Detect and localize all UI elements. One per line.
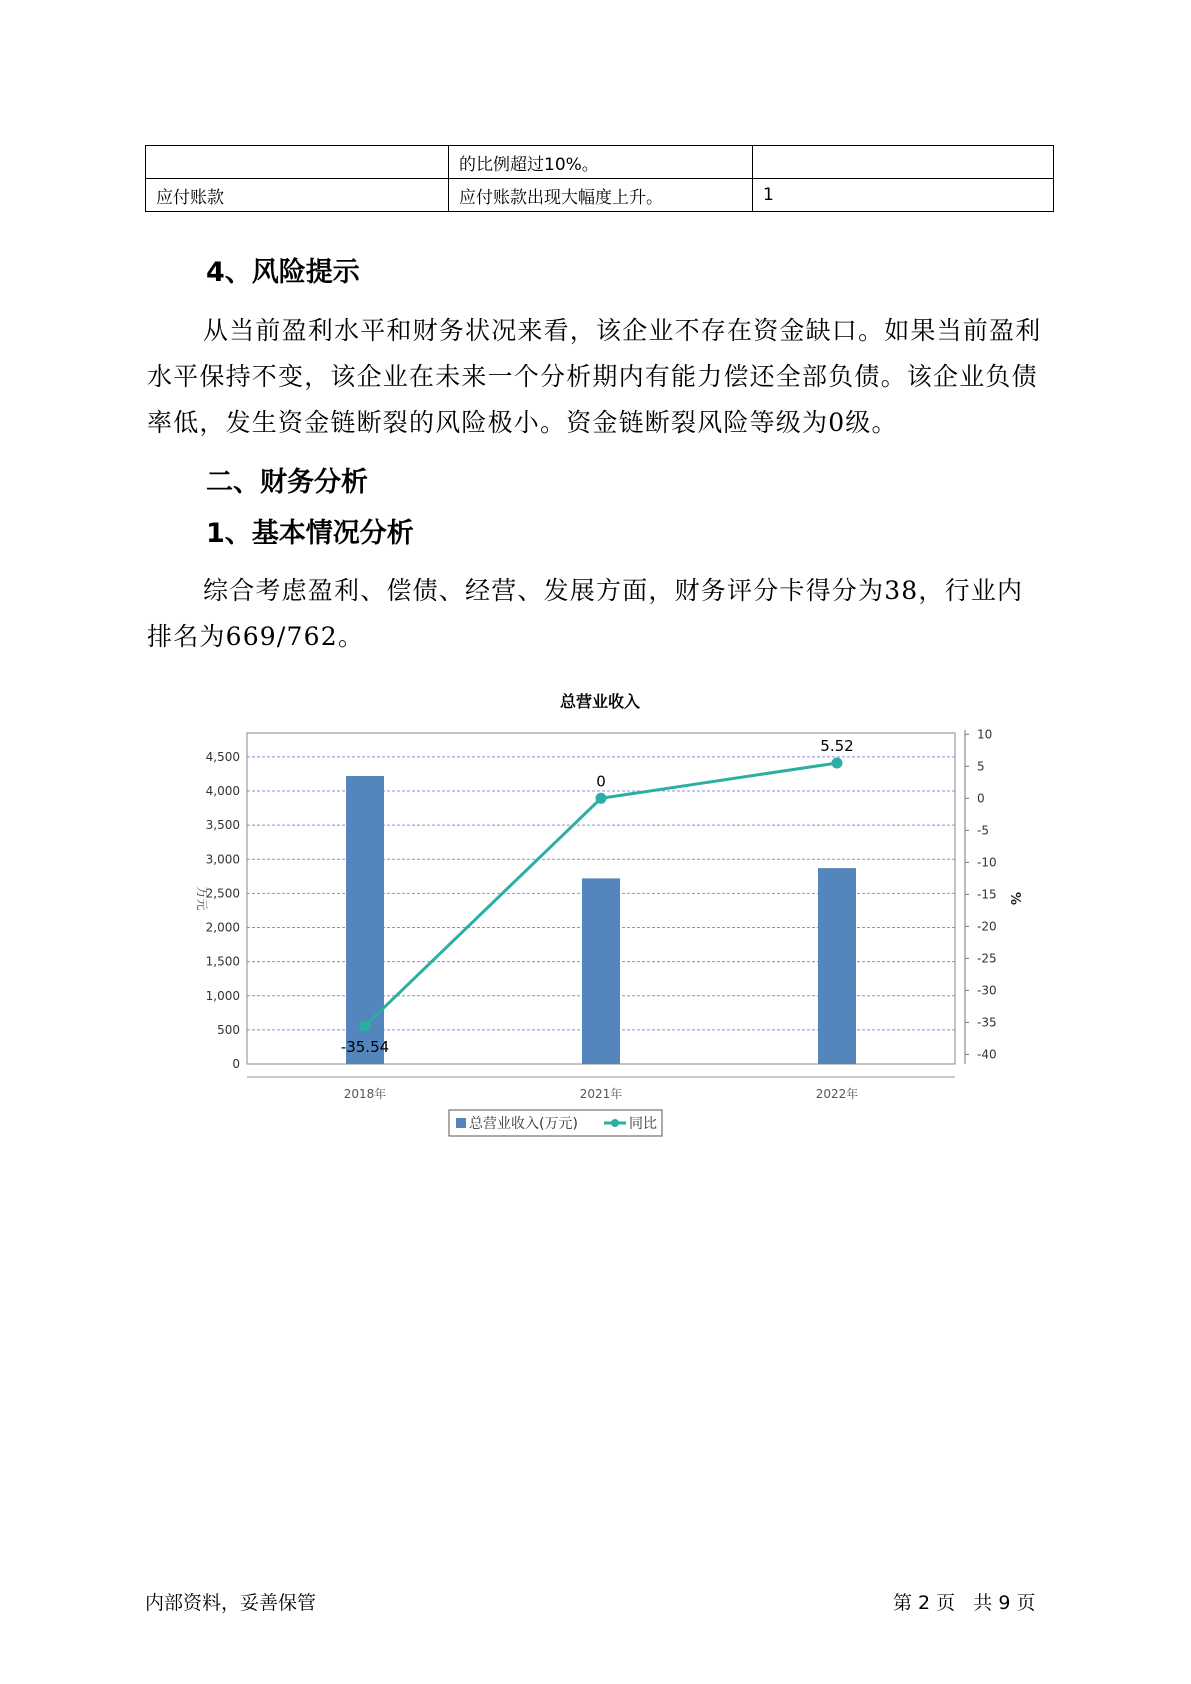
- data-label: 5.52: [820, 736, 854, 755]
- y-tick-label: 3,500: [205, 818, 240, 833]
- bar: [818, 868, 856, 1064]
- y-tick-label: 3,000: [205, 852, 240, 867]
- plot-area: [195, 727, 1022, 1136]
- table-cell: 应付账款出现大幅度上升。: [449, 179, 753, 212]
- y2-tick-label: 5: [977, 759, 985, 774]
- legend-bar-swatch: [456, 1118, 466, 1128]
- data-label: 0: [596, 772, 606, 791]
- data-label: -35.54: [340, 1037, 390, 1056]
- x-tick-label: 2018年: [343, 1087, 387, 1101]
- y2-tick-label: 10: [977, 727, 993, 742]
- y-axis-label: 万元: [195, 886, 209, 911]
- finance-heading: 二、财务分析: [206, 467, 368, 498]
- y2-tick-label: -40: [977, 1047, 997, 1062]
- risk-indicator-table: [145, 145, 1054, 212]
- risk-paragraph-text: 从当前盈利水平和财务状况来看，该企业不存在资金缺口。如果当前盈利水平保持不变，该企业在未来一个分析期内有能力偿还全部负债。该企业负债率低，发生资金链断裂的风险极小。资金链断裂风险等级为0级。: [147, 316, 1042, 437]
- y2-tick-label: -15: [977, 887, 997, 902]
- table-cell: [753, 146, 1054, 179]
- x-tick-label: 2021年: [579, 1087, 623, 1101]
- risk-paragraph: [147, 308, 1047, 446]
- y-tick-label: 1,500: [205, 954, 240, 969]
- table-cell: 1: [753, 179, 1054, 212]
- legend-line-marker: [611, 1119, 619, 1127]
- table-cell: [146, 146, 449, 179]
- y2-tick-label: -30: [977, 983, 997, 998]
- y2-axis-label: %: [1007, 891, 1022, 906]
- y-tick-label: 2,000: [205, 920, 240, 935]
- y-tick-label: 500: [217, 1022, 240, 1037]
- table-cell: 的比例超过10%。: [449, 146, 753, 179]
- y2-tick-label: -25: [977, 951, 997, 966]
- finance-paragraph-text: 综合考虑盈利、偿债、经营、发展方面，财务评分卡得分为38，行业内排名为669/762。: [147, 576, 1024, 651]
- y-tick-label: 4,000: [205, 784, 240, 799]
- y2-tick-label: 0: [977, 791, 985, 806]
- footer-page-number: 第 2 页 共 9 页: [893, 1592, 1036, 1614]
- y2-tick-label: -10: [977, 855, 997, 870]
- footer-confidential: 内部资料，妥善保管: [145, 1592, 317, 1614]
- legend-label-revenue: 总营业收入(万元): [469, 1116, 578, 1132]
- table-row: [146, 146, 1054, 179]
- y-tick-label: 1,000: [205, 988, 240, 1003]
- table-row: [146, 179, 1054, 212]
- risk-heading: 4、风险提示: [206, 257, 360, 288]
- chart-title: 总营业收入: [559, 692, 641, 711]
- y-tick-label: 0: [232, 1057, 240, 1071]
- yoy-point: [832, 757, 843, 768]
- yoy-point: [596, 793, 607, 804]
- y-tick-label: 4,500: [205, 749, 240, 764]
- y2-tick-label: -35: [977, 1015, 997, 1030]
- finance-paragraph: [147, 568, 1047, 660]
- legend-label-yoy: 同比: [629, 1116, 657, 1132]
- revenue-chart: [180, 680, 1020, 1150]
- y2-tick-label: -20: [977, 919, 997, 934]
- y2-tick-label: -5: [977, 823, 989, 838]
- x-tick-label: 2022年: [815, 1087, 859, 1101]
- table-cell: 应付账款: [146, 179, 449, 212]
- bar: [582, 878, 620, 1064]
- yoy-point: [360, 1020, 371, 1031]
- y-tick-label: 2,500: [205, 886, 240, 901]
- basic-analysis-heading: 1、基本情况分析: [206, 518, 414, 549]
